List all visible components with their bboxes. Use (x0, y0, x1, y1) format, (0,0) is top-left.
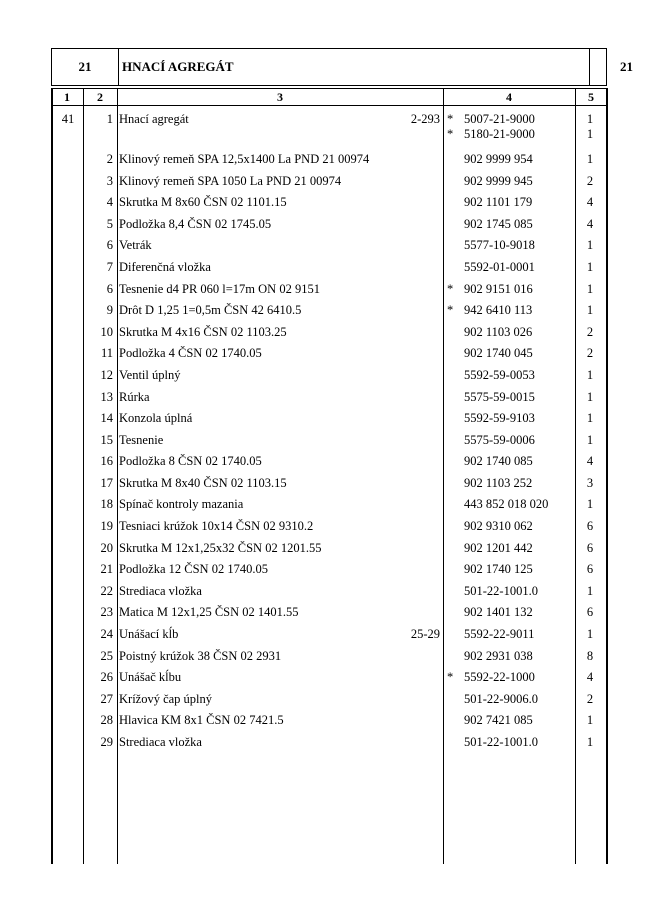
row-position-cell: 15 (100, 433, 113, 447)
section-title: HNACÍ AGREGÁT (118, 49, 590, 85)
row-quantity-cell: 1 (586, 584, 594, 598)
row-code-cell: 902 1103 026 (464, 325, 533, 339)
row-name-cell: Klinový remeň SPA 1050 La PND 21 00974 (119, 174, 342, 188)
row-code-cell: 902 1101 179 (464, 195, 533, 209)
row-name-cell: Skrutka M 4x16 ČSN 02 1103.25 (119, 325, 287, 339)
row-name-cell: Klinový remeň SPA 12,5x1400 La PND 21 00974 (119, 152, 370, 166)
row-code-cell: 5007-21-9000 (464, 112, 535, 126)
row-name-cell: Podložka 4 ČSN 02 1740.05 (119, 346, 262, 360)
column-divider (83, 88, 84, 864)
row-code-cell: 5592-22-9011 (464, 627, 535, 641)
row-name-cell: Spínač kontroly mazania (119, 497, 244, 511)
row-position-cell: 27 (100, 692, 113, 706)
table-border-left (51, 88, 53, 864)
row-position-cell: 14 (100, 411, 113, 425)
row-code-cell: 902 2931 038 (464, 649, 533, 663)
row-quantity-cell: 6 (586, 519, 594, 533)
row-position-cell: 3 (106, 174, 113, 188)
row-name-cell: Krížový čap úplný (119, 692, 213, 706)
row-name-cell: Skrutka M 8x60 ČSN 02 1101.15 (119, 195, 287, 209)
row-quantity-cell: 2 (586, 325, 594, 339)
row-quantity-cell: 4 (586, 454, 594, 468)
row-name-cell: Tesnenie (119, 433, 164, 447)
row-mark-cell: * (447, 303, 454, 317)
row-quantity-cell: 1 (586, 368, 594, 382)
row-code-cell: 501-22-1001.0 (464, 584, 538, 598)
row-quantity-cell: 1 (586, 260, 594, 274)
row-quantity-cell: 1 (586, 238, 594, 252)
row-quantity-cell: 1 (586, 713, 594, 727)
page-number: 21 (620, 59, 633, 74)
row-name-cell: Strediaca vložka (119, 584, 202, 598)
row-code-cell: 5592-59-0053 (464, 368, 535, 382)
row-code-cell: 5592-22-1000 (464, 670, 535, 684)
row-name-cell: Tesnenie d4 PR 060 l=17m ON 02 9151 (119, 282, 320, 296)
row-name-cell: Unášač kĺbu (119, 670, 182, 684)
column-divider (117, 88, 118, 864)
row-code-cell: 902 9310 062 (464, 519, 533, 533)
row-quantity-cell: 2 (586, 692, 594, 706)
row-quantity-cell: 1 (586, 497, 594, 511)
row-code-cell: 5577-10-9018 (464, 238, 535, 252)
row-position-cell: 18 (100, 497, 113, 511)
row-position-cell: 25 (100, 649, 113, 663)
row-code-cell: 5180-21-9000 (464, 127, 535, 141)
row-quantity-cell: 2 (586, 174, 594, 188)
row-quantity-cell: 6 (586, 541, 594, 555)
row-quantity-cell: 6 (586, 605, 594, 619)
row-code-cell: 5592-59-9103 (464, 411, 535, 425)
row-code-cell: 902 1201 442 (464, 541, 533, 555)
row-mark-cell: * (447, 282, 454, 296)
row-code-cell: 902 1740 125 (464, 562, 533, 576)
row-position-cell: 20 (100, 541, 113, 555)
row-position-cell: 16 (100, 454, 113, 468)
row-mark-cell: * (447, 112, 454, 126)
row-quantity-cell: 2 (586, 346, 594, 360)
row-name-cell: Podložka 8 ČSN 02 1740.05 (119, 454, 262, 468)
row-quantity-cell: 1 (586, 112, 594, 126)
row-position-cell: 19 (100, 519, 113, 533)
row-group-cell: 41 (61, 112, 75, 126)
row-position-cell: 11 (100, 346, 113, 360)
section-header (51, 48, 633, 86)
column-header-4: 4 (506, 89, 512, 104)
table-border-right (606, 88, 608, 864)
row-position-cell: 22 (100, 584, 113, 598)
row-position-cell: 21 (100, 562, 113, 576)
row-code-cell: 5592-01-0001 (464, 260, 535, 274)
column-header-5: 5 (588, 89, 594, 104)
row-name-cell: Rúrka (119, 390, 150, 404)
row-quantity-cell: 1 (586, 411, 594, 425)
row-name-cell: Skrutka M 8x40 ČSN 02 1103.15 (119, 476, 287, 490)
row-position-cell: 12 (100, 368, 113, 382)
column-header-row (51, 88, 607, 106)
row-code-cell: 501-22-1001.0 (464, 735, 538, 749)
row-reference-cell: 25-29 (410, 627, 440, 641)
row-code-cell: 902 1740 085 (464, 454, 533, 468)
row-name-cell: Unášací kĺb (119, 627, 179, 641)
row-quantity-cell: 1 (586, 735, 594, 749)
row-name-cell: Drôt D 1,25 1=0,5m ČSN 42 6410.5 (119, 303, 302, 317)
row-quantity-cell: 8 (586, 649, 594, 663)
row-name-cell: Hlavica KM 8x1 ČSN 02 7421.5 (119, 713, 284, 727)
row-position-cell: 17 (100, 476, 113, 490)
row-quantity-cell: 6 (586, 562, 594, 576)
row-position-cell: 7 (106, 260, 113, 274)
row-quantity-cell: 4 (586, 670, 594, 684)
row-position-cell: 1 (106, 112, 113, 126)
row-name-cell: Hnací agregát (119, 112, 189, 126)
row-position-cell: 4 (106, 195, 113, 209)
row-position-cell: 10 (100, 325, 113, 339)
row-position-cell: 6 (106, 282, 113, 296)
row-quantity-cell: 1 (586, 303, 594, 317)
row-code-cell: 902 7421 085 (464, 713, 533, 727)
column-divider (443, 88, 444, 864)
column-header-1: 1 (64, 89, 70, 104)
row-quantity-cell: 4 (586, 195, 594, 209)
row-quantity-cell: 1 (586, 127, 594, 141)
row-code-cell: 501-22-9006.0 (464, 692, 538, 706)
row-code-cell: 902 1401 132 (464, 605, 533, 619)
row-name-cell: Strediaca vložka (119, 735, 202, 749)
row-quantity-cell: 3 (586, 476, 594, 490)
column-divider (575, 88, 576, 864)
row-position-cell: 6 (106, 238, 113, 252)
row-name-cell: Poistný krúžok 38 ČSN 02 2931 (119, 649, 282, 663)
row-name-cell: Podložka 8,4 ČSN 02 1745.05 (119, 217, 272, 231)
row-position-cell: 13 (100, 390, 113, 404)
row-name-cell: Konzola úplná (119, 411, 193, 425)
group-number: 21 (52, 49, 119, 85)
row-code-cell: 902 9999 954 (464, 152, 533, 166)
row-position-cell: 23 (100, 605, 113, 619)
row-name-cell: Tesniaci krúžok 10x14 ČSN 02 9310.2 (119, 519, 314, 533)
row-quantity-cell: 1 (586, 390, 594, 404)
row-mark-cell: * (447, 670, 454, 684)
row-name-cell: Vetrák (119, 238, 152, 252)
row-quantity-cell: 1 (586, 282, 594, 296)
row-position-cell: 29 (100, 735, 113, 749)
row-quantity-cell: 1 (586, 433, 594, 447)
row-quantity-cell: 4 (586, 217, 594, 231)
row-quantity-cell: 1 (586, 152, 594, 166)
row-code-cell: 902 1103 252 (464, 476, 533, 490)
row-position-cell: 5 (106, 217, 113, 231)
row-code-cell: 902 9999 945 (464, 174, 533, 188)
row-name-cell: Diferenčná vložka (119, 260, 211, 274)
row-name-cell: Podložka 12 ČSN 02 1740.05 (119, 562, 268, 576)
row-position-cell: 2 (106, 152, 113, 166)
row-position-cell: 26 (100, 670, 113, 684)
row-code-cell: 902 9151 016 (464, 282, 533, 296)
column-header-3: 3 (277, 89, 283, 104)
row-name-cell: Ventil úplný (119, 368, 181, 382)
row-code-cell: 902 1745 085 (464, 217, 533, 231)
row-code-cell: 5575-59-0006 (464, 433, 535, 447)
row-position-cell: 9 (106, 303, 113, 317)
row-code-cell: 942 6410 113 (464, 303, 533, 317)
row-mark-cell: * (447, 127, 454, 141)
row-reference-cell: 2-293 (410, 112, 440, 126)
row-code-cell: 443 852 018 020 (464, 497, 549, 511)
row-code-cell: 5575-59-0015 (464, 390, 535, 404)
row-name-cell: Matica M 12x1,25 ČSN 02 1401.55 (119, 605, 299, 619)
row-position-cell: 24 (100, 627, 113, 641)
row-name-cell: Skrutka M 12x1,25x32 ČSN 02 1201.55 (119, 541, 322, 555)
row-code-cell: 902 1740 045 (464, 346, 533, 360)
column-header-2: 2 (97, 89, 103, 104)
row-position-cell: 28 (100, 713, 113, 727)
row-quantity-cell: 1 (586, 627, 594, 641)
